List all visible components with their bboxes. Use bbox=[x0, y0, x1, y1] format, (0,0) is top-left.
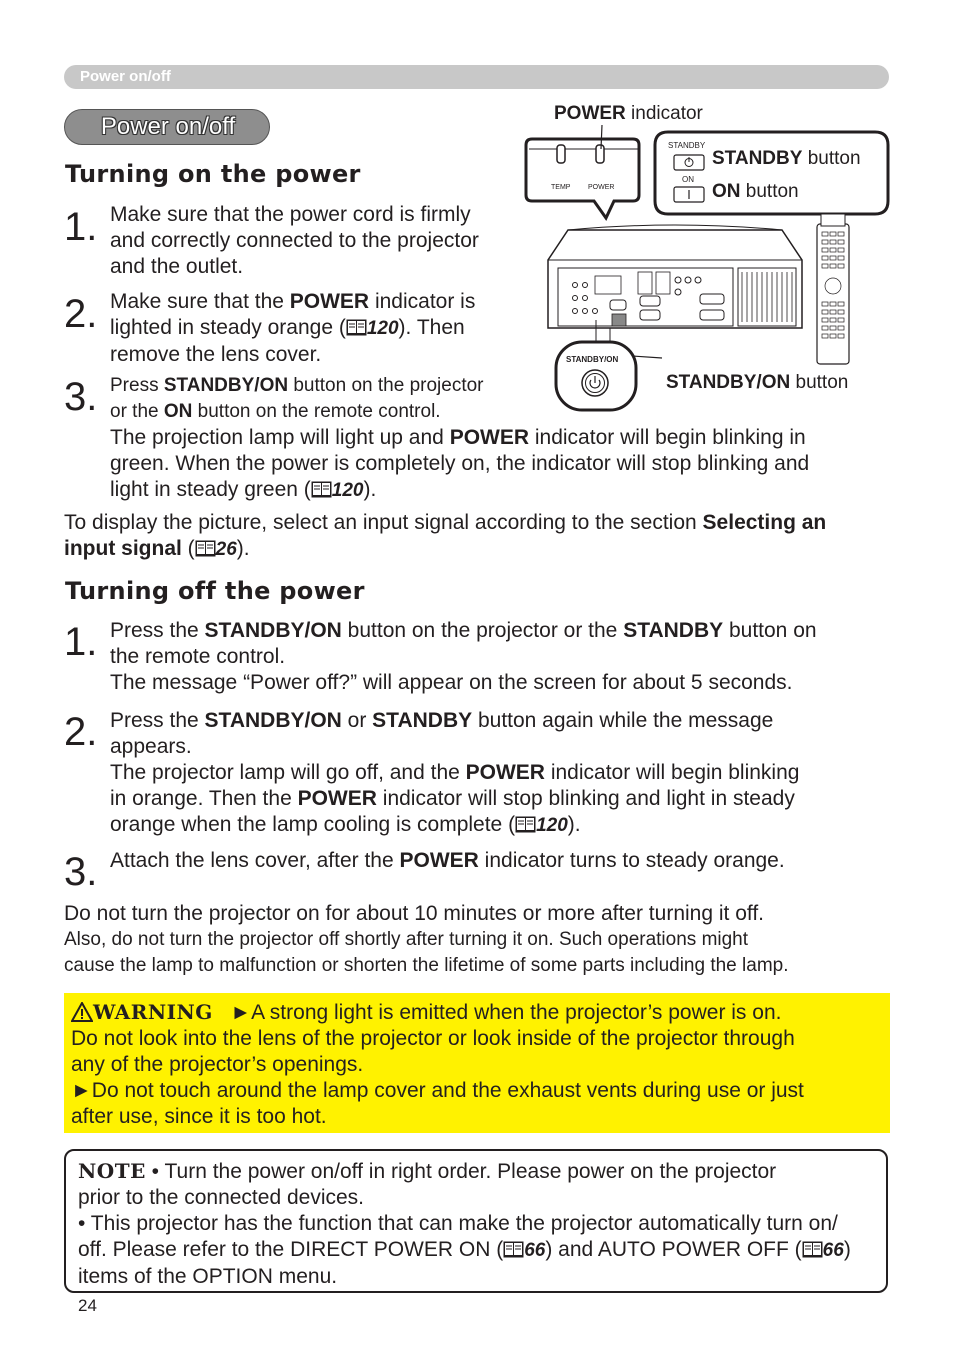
off-step3-text bbox=[110, 848, 890, 874]
warning-line3: any of the projector’s openings. bbox=[71, 1053, 364, 1076]
power-indicator-small-label: POWER bbox=[588, 184, 615, 191]
display-picture-text bbox=[64, 510, 894, 563]
on-small-label: ON bbox=[682, 175, 694, 184]
book-reference-icon bbox=[503, 1241, 524, 1258]
on-step2-number: 2. bbox=[64, 292, 98, 336]
warning-line4: ►Do not touch around the lamp cover and the exhaust vents during use or just bbox=[71, 1079, 804, 1102]
warning-triangle-icon bbox=[71, 1002, 93, 1022]
note-line1: NOTE • Turn the power on/off in right order. Please power on the projector bbox=[78, 1159, 777, 1183]
off-step1-number: 1. bbox=[64, 620, 98, 664]
page-reference: 66 bbox=[524, 1240, 546, 1261]
warning-line1: WARNING ►A strong light is emitted when the projector’s power is on. bbox=[71, 999, 886, 1026]
book-reference-icon bbox=[311, 481, 332, 498]
on-step1-line1: Make sure that the power cord is firmly bbox=[110, 203, 471, 226]
off-step1-line1: Press the STANDBY/ON button on the projector or the STANDBY button on bbox=[110, 619, 817, 642]
caution-line2: Also, do not turn the projector off shortly after turning it on. Such operations might bbox=[64, 929, 749, 950]
standby-on-small-label: STANDBY/ON bbox=[566, 355, 619, 364]
off-step3-number: 3. bbox=[64, 850, 98, 894]
header-section-title: Power on/off bbox=[80, 68, 171, 85]
on-step2-line2: lighted in steady orange ( 120). Then bbox=[110, 316, 465, 339]
page-reference: 26 bbox=[215, 539, 237, 560]
standby-on-callout bbox=[554, 340, 638, 412]
standby-on-button-label: STANDBY/ON button bbox=[666, 372, 849, 393]
turning-on-heading: Turning on the power bbox=[65, 160, 361, 188]
note-line5: items of the OPTION menu. bbox=[78, 1265, 338, 1288]
off-step2-line5: orange when the lamp cooling is complete ( 120). bbox=[110, 813, 581, 836]
standby-button-label: STANDBY button bbox=[712, 148, 861, 169]
caution-text bbox=[64, 901, 894, 979]
display-line1: To display the picture, select an input signal according to the section Selecting an bbox=[64, 511, 827, 534]
off-step2-text bbox=[110, 708, 890, 839]
warning-text bbox=[71, 999, 886, 1130]
page-reference: 120 bbox=[366, 318, 399, 339]
on-step1-line3: and the outlet. bbox=[110, 255, 244, 278]
book-reference-icon bbox=[515, 816, 536, 833]
warning-line2: Do not look into the lens of the projector or look inside of the projector through bbox=[71, 1027, 795, 1050]
off-step2-line4: in orange. Then the POWER indicator will stop blinking and light in steady bbox=[110, 787, 795, 810]
note-line2: prior to the connected devices. bbox=[78, 1186, 365, 1209]
off-step2-number: 2. bbox=[64, 710, 98, 754]
header-bar bbox=[64, 65, 889, 89]
book-reference-icon bbox=[346, 319, 367, 336]
on-step3-line5: light in steady green ( 120). bbox=[110, 478, 377, 501]
on-step3-line1: Press STANDBY/ON button on the projector bbox=[110, 375, 484, 396]
power-indicator-label: POWER indicator bbox=[554, 103, 703, 124]
page-reference: 120 bbox=[536, 815, 568, 836]
temp-indicator-label: TEMP bbox=[551, 184, 571, 191]
off-step1-text bbox=[110, 618, 890, 696]
on-step3-line3: The projection lamp will light up and POWER indicator will begin blinking in bbox=[110, 426, 806, 449]
off-step2-line2: appears. bbox=[110, 735, 192, 758]
on-step3-line2: or the ON button on the remote control. bbox=[110, 401, 441, 422]
on-step2-line1: Make sure that the POWER indicator is bbox=[110, 290, 476, 313]
section-pill-label: Power on/off bbox=[100, 113, 236, 140]
off-step3-line1: Attach the lens cover, after the POWER indicator turns to steady orange. bbox=[110, 849, 785, 872]
on-step1-text bbox=[110, 202, 530, 280]
on-step3-line4: green. When the power is completely on, the indicator will stop blinking and bbox=[110, 452, 810, 475]
page-reference: 66 bbox=[822, 1240, 844, 1261]
note-text bbox=[78, 1158, 883, 1290]
note-label: NOTE bbox=[78, 1159, 146, 1183]
caution-line1: Do not turn the projector on for about 10 minutes or more after turning it off. bbox=[64, 902, 764, 925]
on-button-label: ON button bbox=[712, 181, 799, 202]
on-step3-number: 3. bbox=[64, 375, 98, 419]
display-line2: input signal ( 26). bbox=[64, 537, 250, 560]
caution-line3: cause the lamp to malfunction or shorten the lifetime of some parts including the lamp. bbox=[64, 955, 789, 976]
note-line4: off. Please refer to the DIRECT POWER ON ( 66) and AUTO POWER OFF ( 66) bbox=[78, 1238, 851, 1261]
off-step2-line3: The projector lamp will go off, and the POWER indicator will begin blinking bbox=[110, 761, 800, 784]
book-reference-icon bbox=[802, 1241, 823, 1258]
warning-label: WARNING bbox=[93, 1000, 213, 1024]
turning-off-heading: Turning off the power bbox=[65, 577, 365, 605]
off-step2-line1: Press the STANDBY/ON or STANDBY button again while the message bbox=[110, 709, 774, 732]
section-pill bbox=[64, 109, 270, 145]
on-step2-text bbox=[110, 289, 540, 368]
off-step1-line2: the remote control. bbox=[110, 645, 286, 668]
note-line3: • This projector has the function that can make the projector automatically turn on/ bbox=[78, 1212, 838, 1235]
on-step1-number: 1. bbox=[64, 205, 98, 249]
on-step1-line2: and correctly connected to the projector bbox=[110, 229, 479, 252]
book-reference-icon bbox=[195, 540, 216, 557]
warning-line5: after use, since it is too hot. bbox=[71, 1105, 327, 1128]
page-reference: 120 bbox=[331, 480, 364, 501]
off-step1-line3: The message “Power off?” will appear on the screen for about 5 seconds. bbox=[110, 671, 793, 694]
on-step2-line3: remove the lens cover. bbox=[110, 343, 322, 366]
standby-small-label: STANDBY bbox=[668, 141, 706, 150]
page-number: 24 bbox=[78, 1296, 97, 1315]
